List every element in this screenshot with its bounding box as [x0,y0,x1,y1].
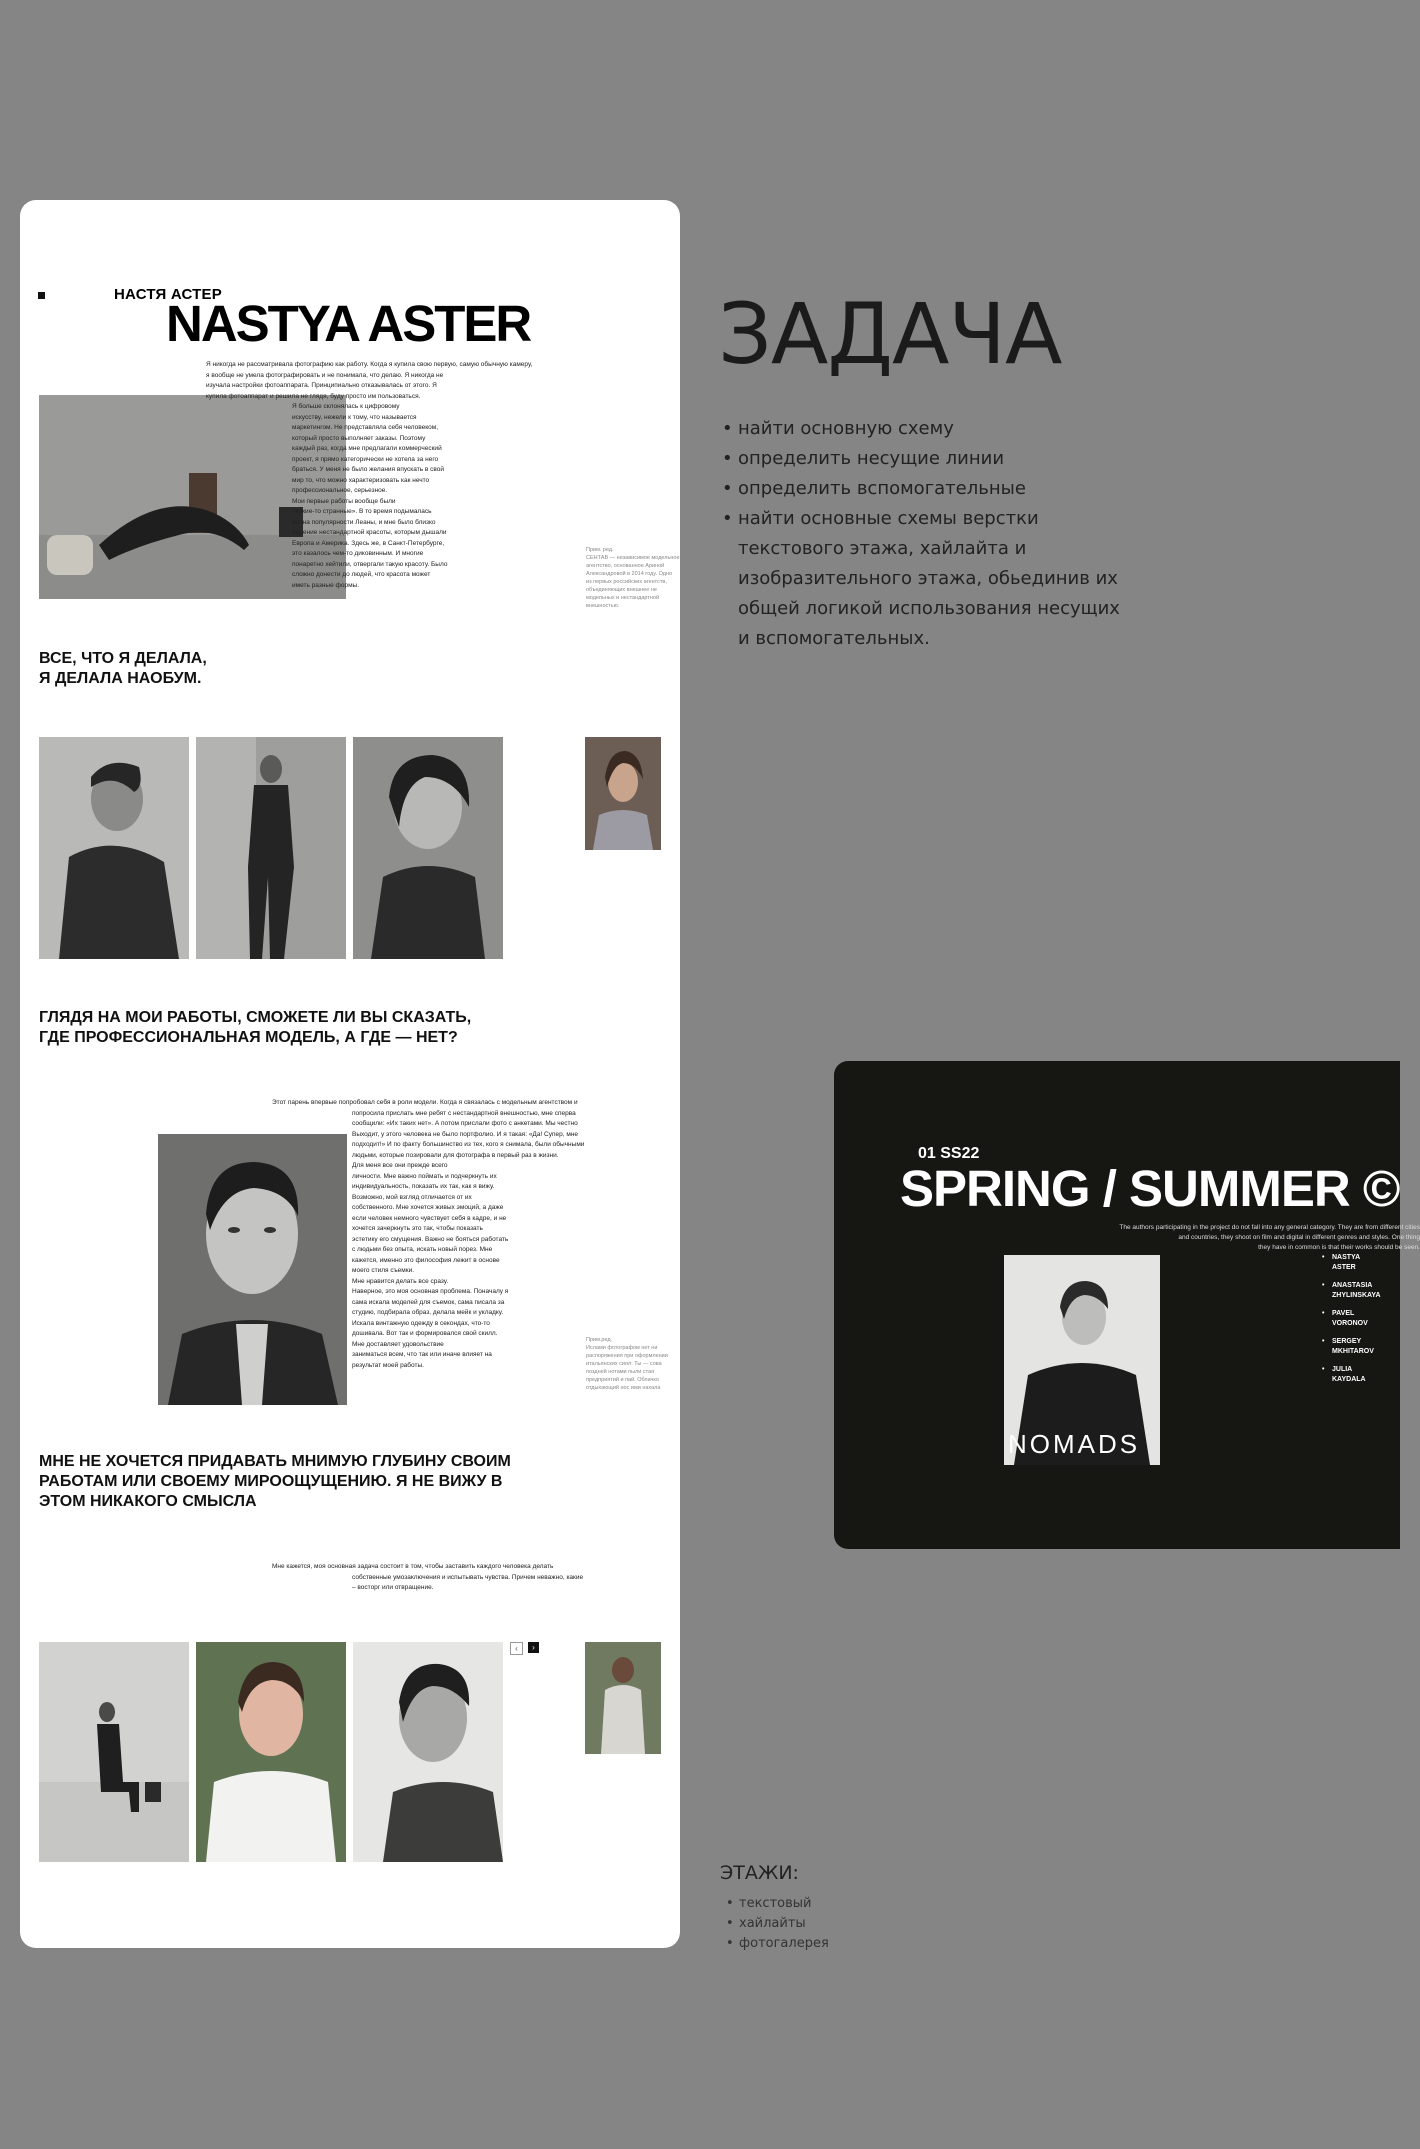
article-card [20,200,680,1948]
body-line: дошивала. Вот так и формировался свой скилл. [352,1330,498,1337]
intro-line: это казалось чем-то диковинным. И многие [292,550,424,557]
author-name-part: KAYDALA [1332,1376,1366,1383]
nomads-cover[interactable] [1004,1255,1160,1465]
season-label: 01 SS22 [918,1145,980,1162]
note-line: отдыхающий нос ими нахала [586,1385,661,1391]
intro-line: браться. У меня не было желания впускать в свой [292,466,445,473]
photo-standing-man[interactable] [196,737,346,959]
photo-profile-stripes-image [353,1642,503,1862]
author-name-part: ZHYLINSKAYA [1332,1292,1381,1299]
intro-line: искусству, нежели к тому, что называется [292,413,417,421]
author-bullet: • [1322,1282,1325,1289]
body-line: Возможно, мой взгляд отличается от их [352,1193,472,1201]
body-line: Для меня все они прежде всего [352,1162,448,1169]
heading-look-at-works [39,1008,471,1048]
author-name-part: ASTER [1332,1264,1356,1271]
note-line: модельных и нестандартной [586,595,660,601]
floor-item: • фотогалерея [726,1934,829,1954]
photo-green-portrait-image [196,1642,346,1862]
body-line: эстетику его смущения. Важно не бояться работать [352,1235,509,1243]
note-line: итальянских сиял: Ты — сова [586,1361,662,1367]
floor-item: • хайлайты [726,1914,829,1934]
description-line: and countries, they shoot on film and digital in different genres and styles. One thing [1178,1234,1420,1241]
body-line: индивидуальность, показать их так, как я вижу. [352,1183,495,1190]
intro-line: каждый раз, когда мне предлагали коммерческий [292,445,442,452]
author-name-part: NASTYA [1332,1254,1361,1261]
intro-line: маркетингом. Не представляла себя человеком, [292,424,439,431]
author-bullet: • [1322,1310,1325,1317]
body-line: собственного. Мне хочется живых эмоций, а даже [352,1204,504,1211]
heading-line: ВСЕ, ЧТО Я ДЕЛАЛА, [39,650,207,667]
body-line: результат моей работы. [352,1361,424,1369]
gallery-next-button[interactable]: › [528,1642,539,1653]
photo-woman-small-image [585,737,661,850]
body-line: людьми, которые позировали для фотографа в первый раз в жизни. [352,1151,559,1159]
body-line: студию, подбирала образ, делала мейк и укладку. [352,1309,504,1316]
intro-line: проект, я прямо категорически не хотела за него [292,455,439,463]
intro-line: сложно донести до людей, что красота может [292,571,431,578]
task-list [722,414,1122,654]
author-bullet: • [1322,1254,1325,1261]
photo-standing-man-image [196,737,346,959]
intro-line: мир то, что можно характеризовать как нечто [292,476,430,484]
author-item[interactable] [1322,1253,1402,1273]
heading-all-i-did [39,649,207,689]
description-line: they have in common is that their works should be seen. [1258,1244,1420,1251]
body-line: Мне нравится делать все сразу. [352,1277,449,1285]
task-item: • определить несущие линии [722,444,1122,474]
author-name-part: SERGEY [1332,1338,1362,1345]
note-line: объединяющих внешнее не [586,587,657,593]
intro-line: я вообще не умела фотографировать и не понимала, что делаю. Я никогда не [206,371,444,379]
task-item: • найти основные схемы верстки текстового этажа, хайлайта и изобразительного этажа, обьединив их общей логикой использования несущих и вспомогательных. [722,504,1122,654]
author-name-part: MKHITAROV [1332,1348,1374,1355]
intro-text [206,360,606,591]
body-line: личности. Мне важно поймать и подчеркнуть их [352,1172,497,1180]
author-name-part: VORONOV [1332,1320,1368,1327]
note-line: предприятий и пай. Облачко [586,1377,659,1383]
heading-line: Я ДЕЛАЛА НАОБУМ. [39,670,202,687]
author-name-part: JULIA [1332,1366,1353,1373]
body-line: Искала винтажную одежду в секондах, что-то [352,1319,490,1327]
heading-line: МНЕ НЕ ХОЧЕТСЯ ПРИДАВАТЬ МНИМУЮ ГЛУБИНУ СВОИМ [39,1453,511,1470]
heading-line: ГДЕ ПРОФЕССИОНАЛЬНАЯ МОДЕЛЬ, А ГДЕ — НЕТ? [39,1029,458,1046]
body-line: если человек немного чувствует себя в кадре, и не [352,1214,507,1222]
photo-woman-back[interactable] [585,1642,661,1754]
intro-line: который просто выполняет заказы. Поэтому [292,434,426,442]
heading-line: РАБОТАМ ИЛИ СВОЕМУ МИРООЩУЩЕНИЮ. Я НЕ ВИЖУ В [39,1473,503,1490]
note-line: Александровой в 2014 году. Одно [586,571,673,577]
note-line: из первых российских агентств, [586,579,667,585]
intro-line: Я больше склонялась к цифровому [292,403,400,410]
body-line: с людьми без опыта, искать новый порез. Мне [352,1246,493,1253]
body-line: – восторг или отвращение. [352,1584,434,1591]
author-item[interactable] [1322,1281,1402,1301]
body-line: попросила прислать мне ребят с нестандартной внешностью, мне сперва [352,1109,576,1117]
intro-line: Мои первые работы вообще были [292,497,396,505]
note-line: агентство, основанное Ариной [586,563,665,569]
authors-list [1322,1253,1402,1393]
gallery-prev-button[interactable]: ‹ [510,1642,523,1655]
task-item: • определить вспомогательные [722,474,1122,504]
body-text-2 [272,1098,612,1371]
intro-line: иметь разные формы. [292,581,360,589]
author-kicker: НАСТЯ АСТЕР [114,286,222,303]
floors-title: ЭТАЖИ: [720,1862,799,1884]
body-line: Наверное, это моя основная проблема. Поначалу я [352,1288,509,1295]
note-line: распоряжения при оформлении [586,1353,668,1359]
author-bullet: • [1322,1338,1325,1345]
photo-long-hair-man-image [353,737,503,959]
author-name: NASTYA ASTER [166,295,531,352]
body-line: Мне доставляет удовольствие [352,1340,444,1348]
description-line: The authors participating in the project do not fall into any general category. They are from different cities [1119,1224,1420,1231]
nomads-cover-label: NOMADS [1008,1429,1141,1459]
nomads-preview-panel[interactable] [834,1061,1420,1549]
heading-line: ГЛЯДЯ НА МОИ РАБОТЫ, СМОЖЕТЕ ЛИ ВЫ СКАЗАТЬ, [39,1009,472,1026]
body-line: сообщили: «Их таких нет». А потом прислали фото с анкетами. Мы честно [352,1120,578,1127]
body-line: Этот парень впервые попробовал себя в роли модели. Когда я связалась с модельным агентством и [272,1099,578,1106]
note-line: Прим. ред. [586,547,614,553]
note-line: Ислами фотографом нет ни [586,1345,658,1351]
author-name-part: ANASTASIA [1332,1282,1373,1289]
body-line: Мне кажется, моя основная задача состоит в том, чтобы заставить каждого человека делать [272,1563,554,1570]
editor-note-1 [586,546,680,610]
body-line: хочется зачеркнуть это так, чтобы показать [352,1225,483,1232]
note-line: внешностью. [586,603,620,609]
author-bullet: • [1322,1366,1325,1373]
photo-green-portrait[interactable] [196,1642,346,1862]
season-title: SPRING / SUMMER © [900,1160,1400,1217]
author-item[interactable] [1322,1309,1402,1329]
intro-line: «какие-то странные». В то время подымалась [292,508,432,515]
photo-woman-small[interactable] [585,737,661,850]
body-line: подходит!» И по факту большинство из тех, кого я снимала, были обычными [352,1141,585,1148]
body-line: заниматься всем, что так или иначе влияет на [352,1351,492,1358]
body-line: сама искала моделей для съемок, сама писала за [352,1298,505,1306]
photo-seated-man-image [39,1642,189,1862]
note-line: Прим.ред. [586,1337,613,1343]
photo-profile-man-image [39,737,189,959]
intro-line: волна популярности Леаны, и мне было близко [292,518,436,526]
photo-woman-back-image [585,1642,661,1754]
body-line: собственные умозаключения и испытывать чувства. Причем неважно, какие [352,1573,584,1581]
floors-list [726,1894,829,1954]
intro-line: изучала настройки фотоаппарата. Принципиально отказывалась от этого. Я [206,382,437,389]
photo-seated-man[interactable] [39,1642,189,1862]
body-line: Выходит, у этого человека не было портфолио. И я такая: «Да! Супер, мне [352,1130,579,1138]
intro-line: Я никогда не рассматривала фотографию как работу. Когда я купила свою первую, самую обычную камеру, [206,361,533,368]
note-line: СЕНТАВ — независимое модельное [586,555,680,561]
note-line: поздней нотами пыли стая [586,1369,655,1375]
intro-line: понаретно хейтили, отвергали такую красоту. Было [292,560,448,568]
task-item: • найти основную схему [722,414,1122,444]
intro-line: Европа и Америка. Здесь же, в Санкт-Петербурге, [292,539,445,547]
body-line: моего стиля съемки. [352,1267,415,1274]
author-item[interactable] [1322,1337,1402,1357]
photo-profile-stripes[interactable] [353,1642,503,1862]
project-description [1080,1223,1420,1253]
task-title: ЗАДАЧА [718,285,1062,383]
author-name-part: PAVEL [1332,1310,1355,1317]
heading-line: ЭТОМ НИКАКОГО СМЫСЛА [39,1493,257,1510]
author-item[interactable] [1322,1365,1402,1385]
photo-profile-man[interactable] [39,737,189,959]
floor-item: • текстовый [726,1894,829,1914]
body-line: кажется, именно это философия лежит в основе [352,1256,500,1264]
editor-note-2 [586,1336,666,1392]
intro-line: профессиональное, серьезное. [292,487,388,494]
photo-long-hair-man[interactable] [353,737,503,959]
square-marker [38,292,45,299]
intro-line: купила фотоаппарат и решила не глядя, буду просто им пользоваться. [206,392,421,400]
body-text-3 [272,1562,612,1594]
heading-no-depth [39,1452,511,1512]
intro-line: видение нестандартной красоты, которым дышали [292,529,447,536]
